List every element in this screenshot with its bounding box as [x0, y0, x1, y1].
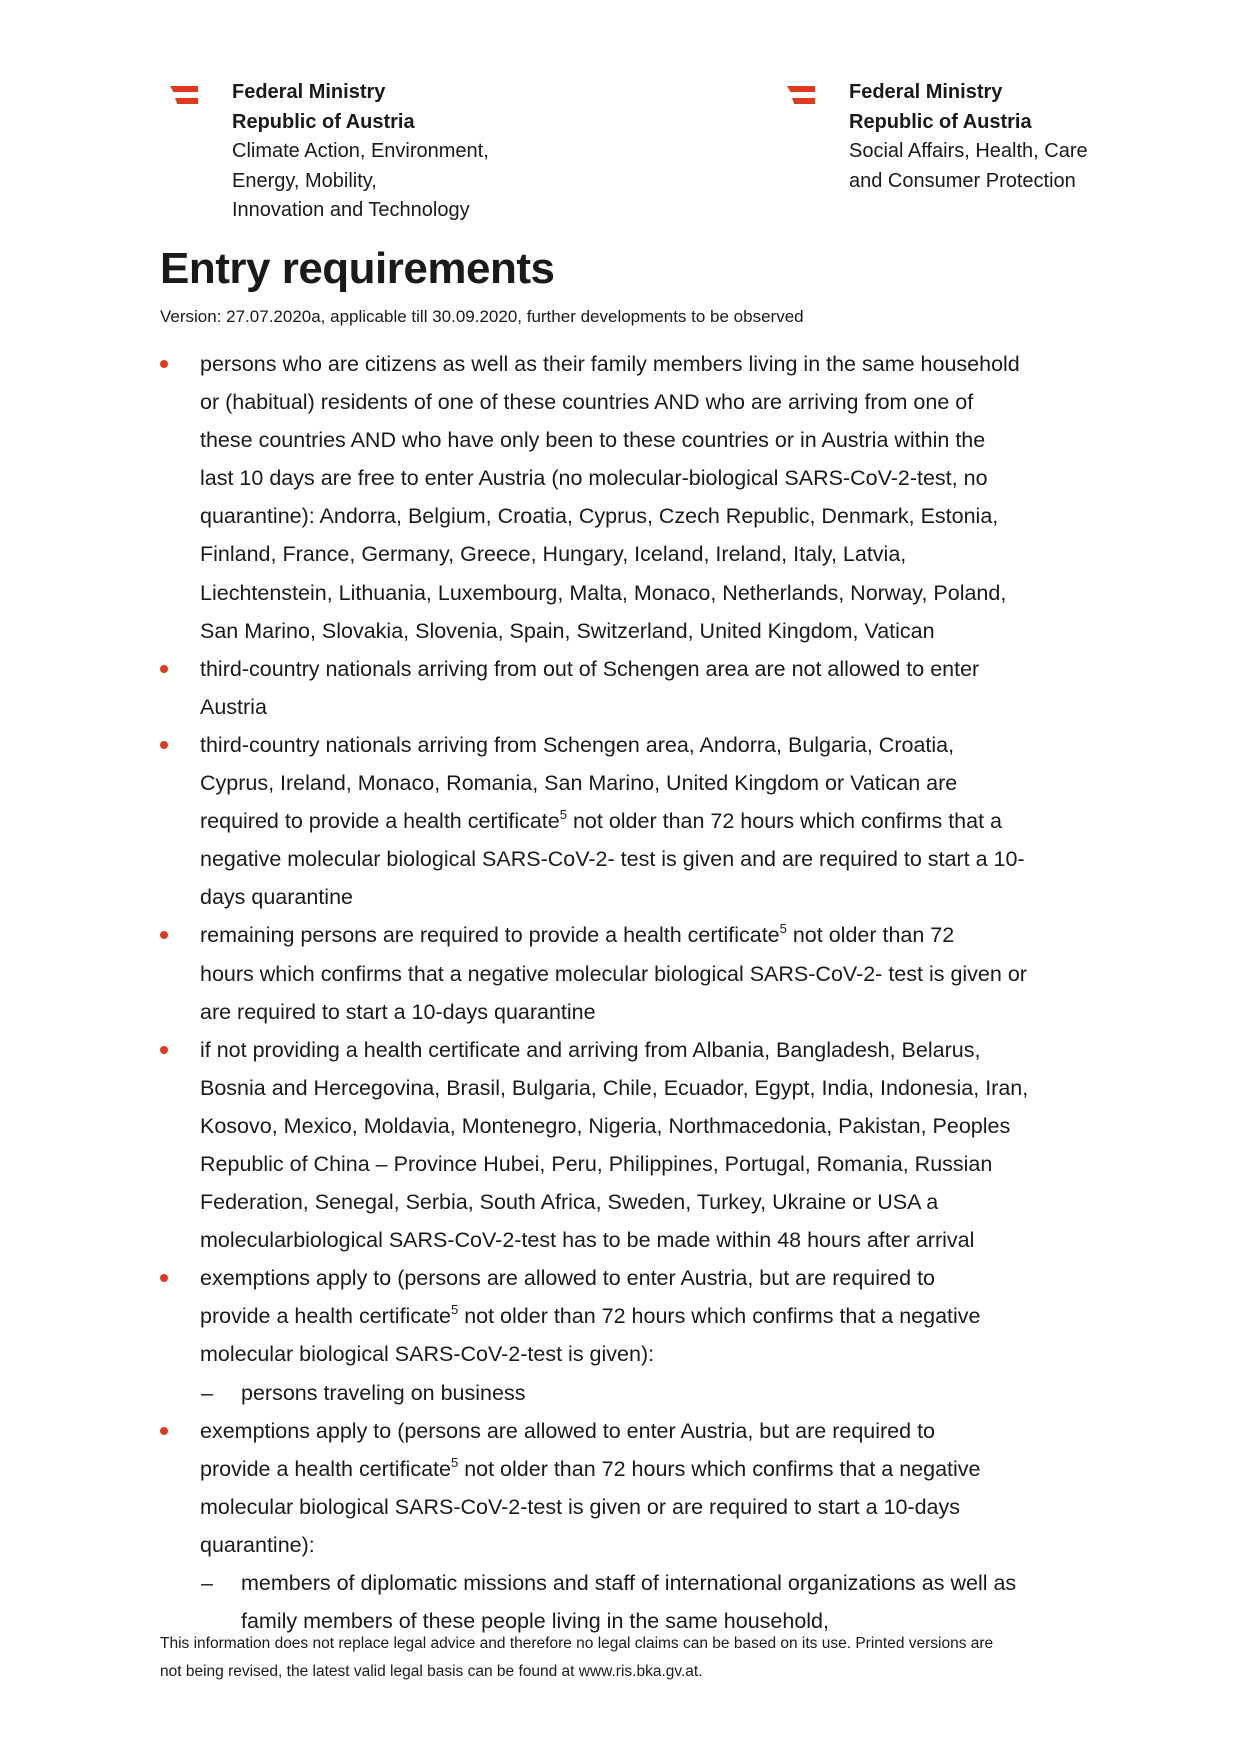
list-item: exemptions apply to (persons are allowed to enter Austria, but are required to provide a health certificate$^5$ not older than 72 hours which confirms that a negative molecular biological SARS-CoV-2-test is given or are required to start a 10-days quarantine): [160, 1412, 1100, 1564]
bullet-icon [160, 665, 168, 673]
ministry-name: Federal Ministry Republic of Austria Social Affairs, Health, Care and Consumer Protection [849, 81, 1088, 192]
dash-icon: – [201, 1380, 213, 1405]
ministry-header-climate [170, 78, 489, 226]
list-item: third-country nationals arriving from Schengen area, Andorra, Bulgaria, Croatia, Cyprus, Ireland, Monaco, Romania, San Marino, United Kingdom or Vatican are required to provide a health certificate$^5$ not older than 72 hours which confirms that a negative molecular biological SARS-CoV-2- test is given and are required to start a 10- days quarantine [160, 726, 1100, 916]
list-item: remaining persons are required to provide a health certificate$^5$ not older than 72 hours which confirms that a negative molecular biological SARS-CoV-2- test is given or are required to start a 10-days quarantine [160, 916, 1100, 1030]
bullet-icon [160, 931, 168, 939]
list-item: if not providing a health certificate and arriving from Albania, Bangladesh, Belarus, Bosnia and Hercegovina, Brasil, Bulgaria, Chile, Ecuador, Egypt, India, Indonesia, Iran, Kosovo, Mexico, Moldavia, Montenegro, Nigeria, Northmacedonia, Pakistan, Peoples Republic of China – Province Hubei, Peru, Philippines, Portugal, Romania, Russian Federation, Senegal, Serbia, South Africa, Sweden, Turkey, Ukraine or USA a molecularbiological SARS-CoV-2-test has to be made within 48 hours after arrival [160, 1031, 1100, 1260]
list-item: persons who are citizens as well as their family members living in the same household or (habitual) residents of one of these countries AND who are arriving from one of these countries AND who have only been to these countries or in Austria within the last 10 days are free to enter Austria (no molecular-biological SARS-CoV-2-test, no quarantine): Andorra, Belgium, Croatia, Cyprus, Czech Republic, Denmark, Estonia, Finland, France, Germany, Greece, Hungary, Iceland, Ireland, Italy, Latvia, Liechtenstein, Lithuania, Luxembourg, Malta, Monaco, Netherlands, Norway, Poland, San Marino, Slovakia, Slovenia, Spain, Switzerland, United Kingdom, Vatican [160, 345, 1100, 650]
legal-disclaimer: This information does not replace legal advice and therefore no legal claims can be based on its use. Printed versions are not being revised, the latest valid legal basis can be found at www.ris.bka.gv.at. [160, 1635, 994, 1680]
sub-list-item: – persons traveling on business [160, 1374, 1100, 1412]
bullet-icon [160, 1046, 168, 1054]
footnote-ref: 5 [450, 1302, 459, 1318]
list-item: exemptions apply to (persons are allowed to enter Austria, but are required to provide a health certificate$^5$ not older than 72 hours which confirms that a negative molecular biological SARS-CoV-2-test is given): [160, 1259, 1100, 1373]
ministry-header-social [787, 78, 1088, 196]
page-title: Entry requirements [160, 244, 555, 293]
dash-icon: – [201, 1571, 213, 1595]
requirements-list [160, 345, 1100, 1640]
version-info: Version: 27.07.2020a, applicable till 30.09.2020, further developments to be observed [160, 307, 804, 326]
bullet-icon [160, 360, 168, 368]
ministry-name: Federal Ministry Republic of Austria Climate Action, Environment, Energy, Mobility, Innovation and Technology [232, 81, 489, 221]
bullet-icon [160, 1427, 168, 1435]
bullet-icon [160, 1274, 168, 1282]
list-item: third-country nationals arriving from out of Schengen area are not allowed to enter Austria [160, 650, 1100, 726]
austria-flag-icon [170, 86, 200, 106]
footnote-ref: 5 [779, 921, 787, 937]
austria-flag-icon [787, 86, 817, 106]
bullet-icon [160, 741, 168, 749]
footnote-ref: 5 [450, 1454, 459, 1470]
footnote-ref: 5 [559, 807, 567, 823]
sub-list-item: – members of diplomatic missions and staff of international organizations as well as family members of these people living in the same household, [160, 1564, 1100, 1640]
